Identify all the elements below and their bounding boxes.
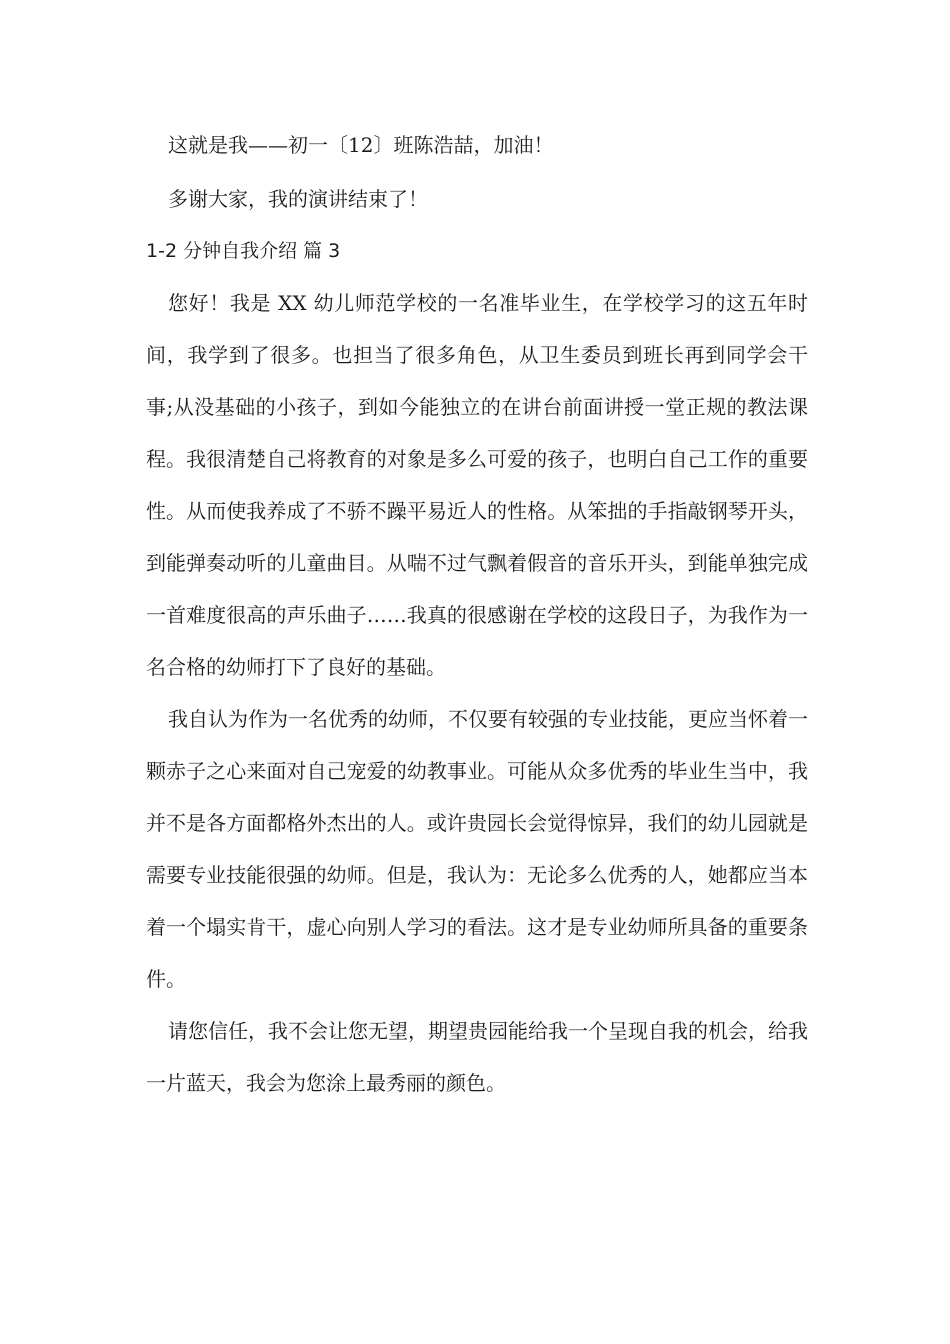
intro-line-2: 多谢大家，我的演讲结束了！	[168, 187, 428, 211]
paragraph-2: 我自认为作为一名优秀的幼师，不仅要有较强的专业技能，更应当怀着一颗赤子之心来面对自己宠爱的幼教事业。可能从众多优秀的毕业生当中，我并不是各方面都格外杰出的人。或许贵园长会觉得惊异，我们的幼儿园就是需要专业技能很强的幼师。但是，我认为：无论多么优秀的人，她都应当本着一个塌实肯干，虚心向别人学习的看法。这才是专业幼师所具备的重要条件。	[146, 707, 808, 991]
intro-line-1: 这就是我——初一〔12〕班陈浩喆，加油！	[168, 133, 554, 157]
document-body	[146, 133, 808, 1109]
section-title: 1-2 分钟自我介绍 篇 3	[146, 240, 341, 262]
paragraph-1: 您好！我是 XX 幼儿师范学校的一名准毕业生，在学校学习的这五年时间，我学到了很多。也担当了很多角色，从卫生委员到班长再到同学会干事;从没基础的小孩子，到如今能独立的在讲台前面讲授一堂正规的教法课程。我很清楚自己将教育的对象是多么可爱的孩子，也明白自己工作的重要性。从而使我养成了不骄不躁平易近人的性格。从笨拙的手指敲钢琴开头，到能弹奏动听的儿童曲目。从喘不过气飘着假音的音乐开头，到能单独完成一首难度很高的声乐曲子……我真的很感谢在学校的这段日子，为我作为一名合格的幼师打下了良好的基础。	[146, 291, 808, 679]
paragraph-3: 请您信任，我不会让您无望，期望贵园能给我一个呈现自我的机会，给我一片蓝天，我会为您涂上最秀丽的颜色。	[146, 1019, 808, 1095]
